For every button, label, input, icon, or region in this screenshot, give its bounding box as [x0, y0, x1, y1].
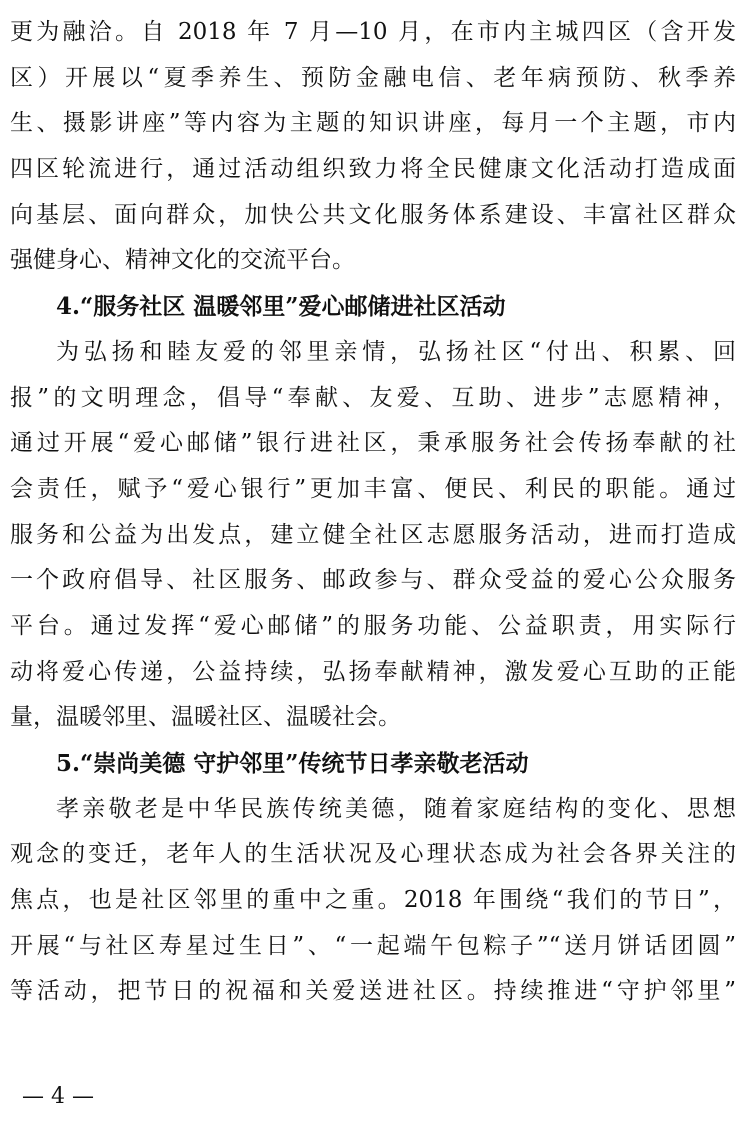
text-line: 量，温暖邻里、温暖社区、温暖社会。: [10, 704, 401, 731]
text-line: 服务和公益为出发点，建立健全社区志愿服务活动，进而打造成: [10, 521, 736, 548]
text-line: 强健身心、精神文化的交流平台。: [10, 247, 355, 274]
page-number: — 4 —: [22, 1084, 94, 1109]
text-line: 会责任，赋予“爱心银行”更加丰富、便民、利民的职能。通过: [10, 475, 736, 502]
section-heading-4: 4.“服务社区 温暖邻里”爱心邮储进社区活动: [56, 293, 506, 321]
document-body: [10, 10, 736, 1015]
text-line: 报”的文明理念，倡导“奉献、友爱、互助、进步”志愿精神，: [10, 384, 736, 411]
text-line: 开展“与社区寿星过生日”、“一起端午包粽子”“送月饼话团圆”: [10, 932, 736, 959]
text-line: 孝亲敬老是中华民族传统美德，随着家庭结构的变化、思想: [56, 795, 736, 822]
section-heading-5: 5.“崇尚美德 守护邻里”传统节日孝亲敬老活动: [56, 750, 529, 777]
text-line: 更为融洽。自 2018 年 7 月—10 月，在市内主城四区（含开发: [10, 19, 736, 45]
text-line: 通过开展“爱心邮储”银行进社区，秉承服务社会传扬奉献的社: [10, 430, 736, 457]
text-line: 四区轮流进行，通过活动组织致力将全民健康文化活动打造成面: [10, 156, 736, 183]
text-line: 为弘扬和睦友爱的邻里亲情，弘扬社区“付出、积累、回: [56, 338, 736, 365]
text-line: 一个政府倡导、社区服务、邮政参与、群众受益的爱心公众服务: [10, 567, 736, 594]
text-line: 平台。通过发挥“爱心邮储”的服务功能、公益职责，用实际行: [10, 612, 736, 639]
text-line: 观念的变迁，老年人的生活状况及心理状态成为社会各界关注的: [10, 841, 736, 868]
text-line: 区）开展以“夏季养生、预防金融电信、老年病预防、秋季养: [10, 64, 736, 91]
text-line: 等活动，把节日的祝福和关爱送进社区。持续推进“守护邻里”: [10, 978, 736, 1005]
text-line: 焦点，也是社区邻里的重中之重。2018 年围绕“我们的节日”，: [10, 887, 736, 914]
text-line: 动将爱心传递，公益持续，弘扬奉献精神，激发爱心互助的正能: [10, 658, 736, 685]
text-line: 生、摄影讲座”等内容为主题的知识讲座，每月一个主题，市内: [10, 110, 736, 137]
text-line: 向基层、面向群众，加快公共文化服务体系建设、丰富社区群众: [10, 201, 736, 228]
